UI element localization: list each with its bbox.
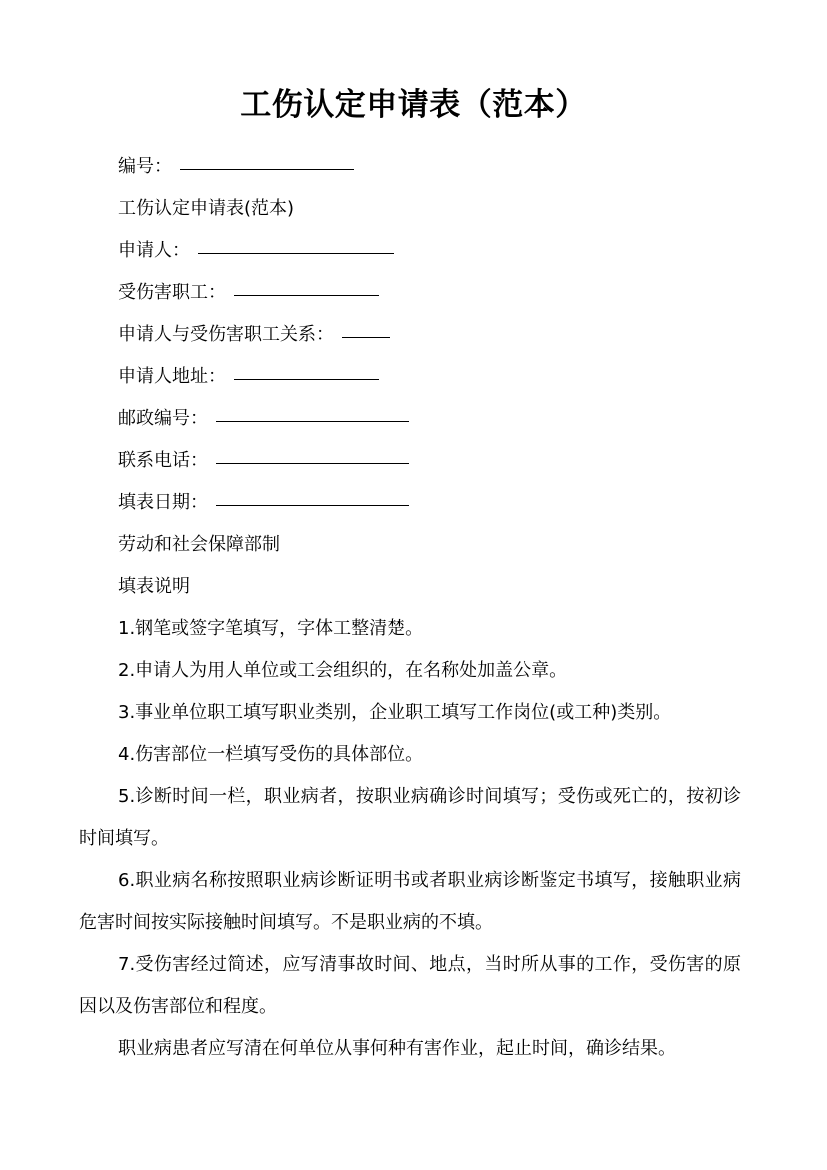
field-blank[interactable]	[180, 149, 354, 170]
issuer-line	[79, 524, 741, 566]
instruction-item: 6.职业病名称按照职业病诊断证明书或者职业病诊断鉴定书填写，接触职业病危害时间按实际接触时间填写。不是职业病的不填。	[79, 870, 741, 933]
field-phone	[79, 440, 741, 482]
instruction-item: 4.伤害部位一栏填写受伤的具体部位。	[118, 744, 424, 765]
issuer-text: 劳动和社会保障部制	[118, 534, 280, 555]
field-postal-code	[79, 398, 741, 440]
field-blank[interactable]	[216, 401, 409, 422]
field-applicant-address	[79, 356, 741, 398]
field-blank[interactable]	[234, 359, 379, 380]
field-label: 编号：	[118, 156, 172, 177]
field-blank[interactable]	[216, 485, 409, 506]
field-fill-date	[79, 482, 741, 524]
field-label: 申请人与受伤害职工关系：	[118, 324, 334, 345]
instruction-item: 1.钢笔或签字笔填写，字体工整清楚。	[118, 618, 424, 639]
instruction-item: 职业病患者应写清在何单位从事何种有害作业，起止时间，确诊结果。	[118, 1038, 676, 1059]
instruction-item: 5.诊断时间一栏，职业病者，按职业病确诊时间填写；受伤或死亡的，按初诊时间填写。	[79, 786, 741, 849]
field-serial-number	[79, 146, 741, 188]
instruction-item: 2.申请人为用人单位或工会组织的，在名称处加盖公章。	[118, 660, 568, 681]
document-title: 工伤认定申请表（范本）	[240, 87, 587, 123]
field-applicant	[79, 230, 741, 272]
field-label: 填表日期：	[118, 492, 208, 513]
field-injured-worker	[79, 272, 741, 314]
field-label: 联系电话：	[118, 450, 208, 471]
subtitle-text: 工伤认定申请表(范本)	[118, 198, 295, 219]
field-relationship	[79, 314, 741, 356]
field-blank[interactable]	[234, 275, 379, 296]
field-label: 邮政编号：	[118, 408, 208, 429]
field-label: 申请人：	[118, 240, 190, 261]
field-blank[interactable]	[342, 317, 390, 338]
form-subtitle	[79, 188, 741, 230]
field-label: 受伤害职工：	[118, 282, 226, 303]
instruction-item: 3.事业单位职工填写职业类别，企业职工填写工作岗位(或工种)类别。	[118, 702, 672, 723]
instructions-heading-text: 填表说明	[118, 576, 190, 597]
instructions-heading	[79, 566, 741, 608]
field-label: 申请人地址：	[118, 366, 226, 387]
instruction-item: 7.受伤害经过简述，应写清事故时间、地点，当时所从事的工作，受伤害的原因以及伤害部位和程度。	[79, 954, 741, 1017]
document-body	[79, 146, 741, 1070]
field-blank[interactable]	[216, 443, 409, 464]
field-blank[interactable]	[198, 233, 394, 254]
